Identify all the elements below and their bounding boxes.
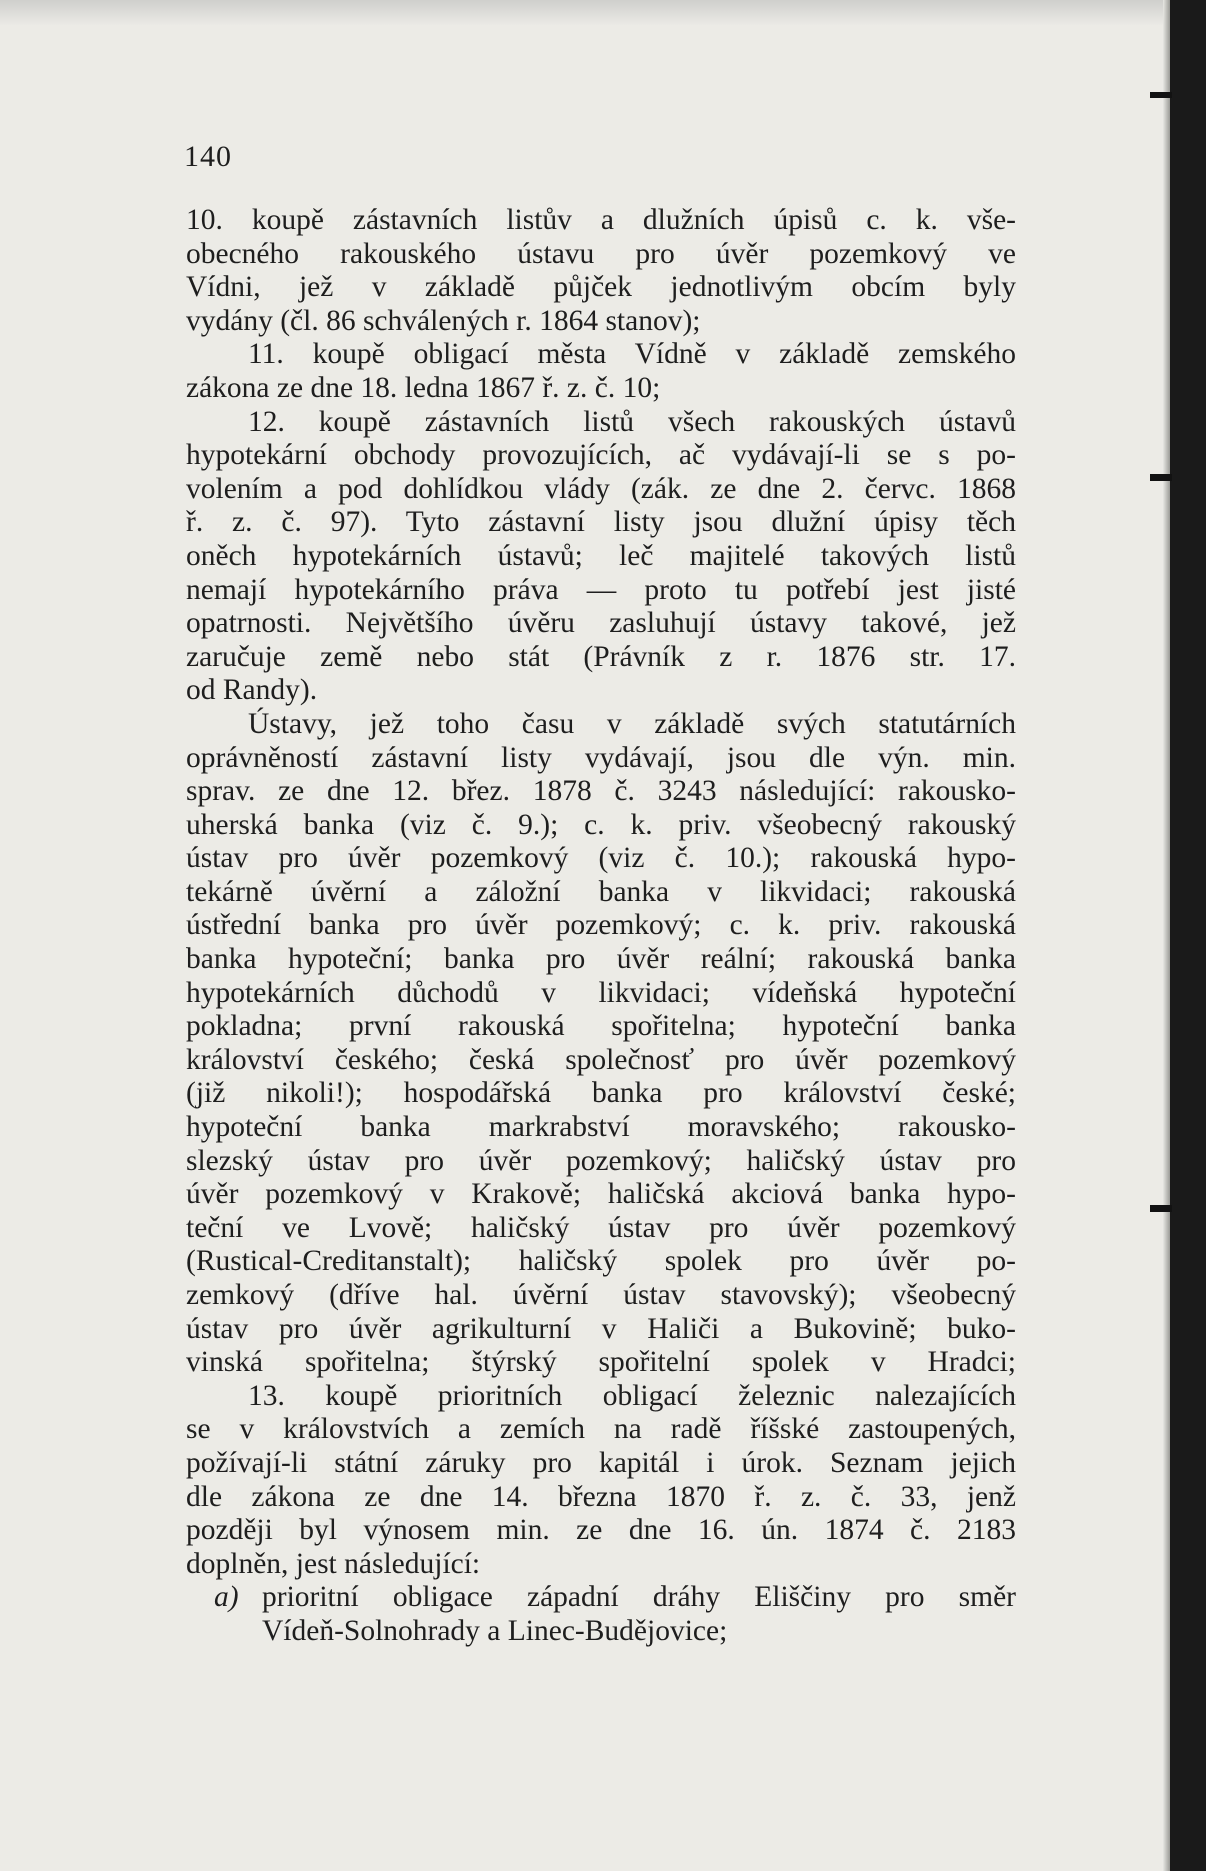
text-line: 13. koupě prioritních obligací železnic nalezajících: [248, 1379, 1016, 1412]
text-line: slezský ústav pro úvěr pozemkový; haličský ústav pro: [186, 1144, 1016, 1177]
text-line: oněch hypotekárních ústavů; leč majitelé takových listů: [186, 539, 1016, 572]
text-line: pokladna; první rakouská spořitelna; hypoteční banka: [186, 1010, 1016, 1043]
page-binding: [1170, 0, 1206, 1871]
text-line: 12. koupě zástavních listů všech rakouských ústavů: [248, 405, 1016, 438]
text-line: (již nikoli!); hospodářská banka pro království české;: [186, 1077, 1016, 1110]
text-line: ústav pro úvěr agrikulturní v Haliči a Bukovině; buko-: [186, 1312, 1016, 1345]
text-line: tekárně úvěrní a záložní banka v likvidaci; rakouská: [186, 875, 1016, 908]
text-line: 10. koupě zástavních listův a dlužních úpisů c. k. vše-: [186, 204, 1016, 236]
scan-top-shade: [0, 0, 1206, 26]
page-number: 140: [184, 140, 232, 173]
text-line: 11. koupě obligací města Vídně v základě zemského: [248, 338, 1016, 371]
text-line: později byl výnosem min. ze dne 16. ún. 1874 č. 2183: [186, 1514, 1016, 1547]
text-line: uherská banka (viz č. 9.); c. k. priv. všeobecný rakouský: [186, 808, 1016, 841]
text-line: se v královstvích a zemích na radě říšské zastoupených,: [186, 1413, 1016, 1446]
item-a-text: prioritní obligace západní dráhy Eliščiny pro směr: [262, 1581, 1016, 1614]
page-body-text: [186, 204, 1016, 1649]
text-line: od Randy).: [186, 674, 318, 707]
text-line: nemají hypotekárního práva — proto tu potřebí jest jisté: [186, 573, 1016, 606]
text-line: ř. z. č. 97). Tyto zástavní listy jsou dlužní úpisy těch: [186, 506, 1016, 539]
text-line: ústřední banka pro úvěr pozemkový; c. k. priv. rakouská: [186, 909, 1016, 942]
text-line: hypoteční banka markrabství moravského; rakousko-: [186, 1111, 1016, 1144]
text-line: Vídni, jež v základě půjček jednotlivým obcím byly: [186, 271, 1016, 304]
text-line: Ústavy, jež toho času v základě svých statutárních: [248, 707, 1016, 740]
text-line: požívají-li státní záruky pro kapitál i úrok. Seznam jejich: [186, 1446, 1016, 1479]
text-line: hypotekární obchody provozujících, ač vydávají-li se s po-: [186, 439, 1016, 472]
text-line: volením a pod dohlídkou vlády (zák. ze dne 2. červc. 1868: [186, 472, 1016, 505]
text-line: ústav pro úvěr pozemkový (viz č. 10.); rakouská hypo-: [186, 842, 1016, 875]
text-line: vydány (čl. 86 schválených r. 1864 stanov);: [186, 304, 701, 337]
text-line: zemkový (dříve hal. úvěrní ústav stavovský); všeobecný: [186, 1279, 1016, 1311]
text-line: oprávněností zástavní listy vydávají, jsou dle výn. min.: [186, 741, 1016, 774]
binding-notch-2: [1150, 474, 1172, 481]
text-line: zaručuje země nebo stát (Právník z r. 1876 str. 17.: [186, 640, 1016, 673]
text-line: sprav. ze dne 12. břez. 1878 č. 3243 následující: rakousko-: [186, 775, 1016, 808]
text-line: vinská spořitelna; štýrský spořitelní spolek v Hradci;: [186, 1346, 1016, 1379]
text-line: zákona ze dne 18. ledna 1867 ř. z. č. 10;: [186, 371, 661, 404]
text-line: banka hypoteční; banka pro úvěr reální; rakouská banka: [186, 943, 1016, 976]
text-line: hypotekárních důchodů v likvidaci; vídeňská hypoteční: [186, 976, 1016, 1009]
binding-notch-1: [1150, 92, 1172, 98]
item-a-line: [186, 1581, 1016, 1615]
text-line: doplněn, jest následující:: [186, 1547, 481, 1580]
text-line: království českého; česká společnosť pro úvěr pozemkový: [186, 1043, 1016, 1076]
text-line: dle zákona ze dne 14. března 1870 ř. z. č. 33, jenž: [186, 1480, 1016, 1513]
item-a-line: Vídeň-Solnohrady a Linec-Budějovice;: [262, 1614, 728, 1647]
binding-notch-3: [1150, 1205, 1172, 1212]
text-line: (Rustical-Creditanstalt); haličský spolek pro úvěr po-: [186, 1245, 1016, 1278]
text-line: teční ve Lvově; haličský ústav pro úvěr pozemkový: [186, 1211, 1016, 1244]
item-a-label: a): [214, 1581, 239, 1614]
text-line: obecného rakouského ústavu pro úvěr pozemkový ve: [186, 237, 1016, 270]
binding-edge: [1163, 0, 1170, 1871]
text-line: úvěr pozemkový v Krakově; haličská akciová banka hypo-: [186, 1178, 1016, 1211]
text-line: opatrnosti. Největšího úvěru zasluhují ústavy takové, jež: [186, 607, 1016, 640]
